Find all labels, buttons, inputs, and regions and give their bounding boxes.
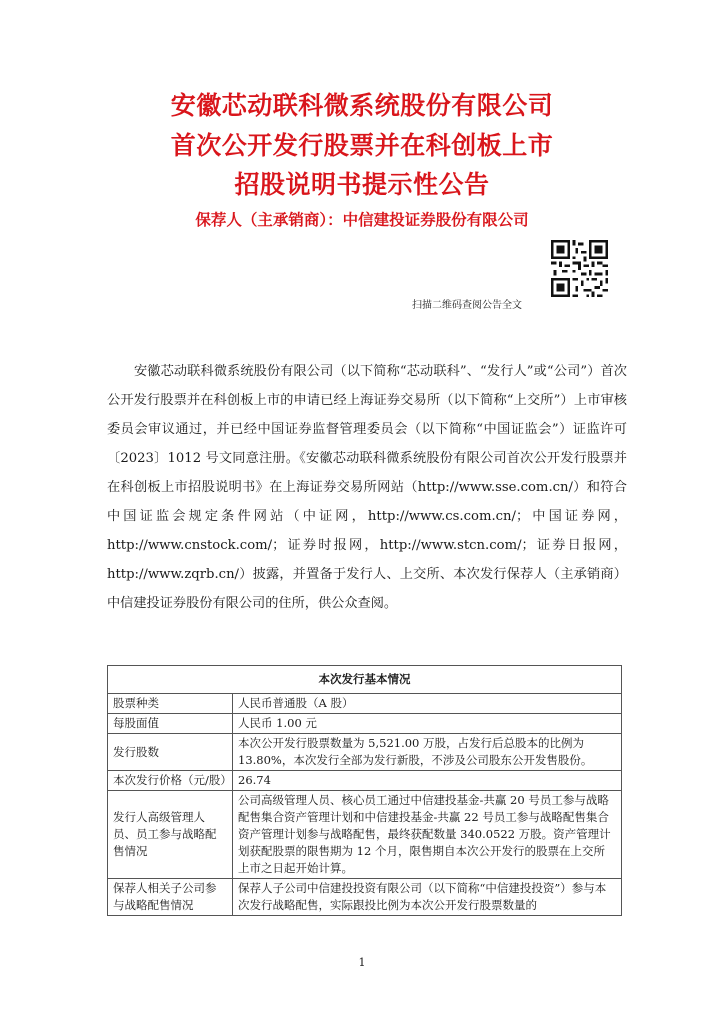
table-row: [108, 879, 622, 916]
row-value: 人民币普通股（A 股）: [233, 694, 622, 714]
page-number: 1: [358, 956, 366, 969]
table-row: [108, 734, 622, 771]
announcement-body: [107, 357, 627, 618]
row-value: 26.74: [233, 771, 622, 791]
title-line-1: 安徽芯动联科微系统股份有限公司: [170, 91, 554, 120]
row-label: 每股面值: [108, 714, 233, 734]
row-label: 保荐人相关子公司参与战略配售情况: [108, 879, 233, 916]
table-row: [108, 694, 622, 714]
row-label: 股票种类: [108, 694, 233, 714]
row-value: 保荐人子公司中信建投投资有限公司（以下简称“中信建投投资”）参与本次发行战略配售，实际跟投比例为本次公开发行股票数量的: [233, 879, 622, 916]
row-value: 本次公开发行股票数量为 5,521.00 万股，占发行后总股本的比例为 13.80%，本次发行全部为发行新股，不涉及公司股东公开发售股份。: [233, 734, 622, 771]
row-label: 发行股数: [108, 734, 233, 771]
table-row: [108, 771, 622, 791]
title-line-3: 招股说明书提示性公告: [234, 170, 490, 199]
table-row: [108, 791, 622, 879]
table-row: [108, 714, 622, 734]
sponsor-line: 保荐人（主承销商）：中信建投证券股份有限公司: [195, 211, 529, 229]
row-value: 公司高级管理人员、核心员工通过中信建投基金-共赢 20 号员工参与战略配售集合资产管理计划和中信建投基金-共赢 22 号员工参与战略配售集合资产管理计划参与战略配售，最终获配数量 340.0522 万股。资产管理计划获配股票的限售期为 12 个月，限售期自本次公开发行的股票在上交所上市之日起开始计算。: [233, 791, 622, 879]
row-value: 人民币 1.00 元: [233, 714, 622, 734]
row-label: 发行人高级管理人员、员工参与战略配售情况: [108, 791, 233, 879]
body-paragraph: 安徽芯动联科微系统股份有限公司（以下简称“芯动联科”、“发行人”或“公司”）首次公开发行股票并在科创板上市的申请已经上海证券交易所（以下简称“上交所”）上市审核委员会审议通过，并已经中国证券监督管理委员会（以下简称“中国证监会”）证监许可〔2023〕1012 号文同意注册。《安徽芯动联科微系统股份有限公司首次公开发行股票并在科创板上市招股说明书》在上海证券交易所网站（http://www.sse.com.cn/）和符合中国证监会规定条件网站（中证网，http://www.cs.com.cn/；中国证券网，http://www.cnstock.com/；证券时报网，http://www.stcn.com/；证券日报网，http://www.zqrb.cn/）披露，并置备于发行人、上交所、本次发行保荐人（主承销商）中信建投证券股份有限公司的住所，供公众查阅。: [107, 364, 627, 611]
table-header-row: [108, 666, 622, 694]
qr-caption: 扫描二维码查阅公告全文: [412, 300, 522, 311]
title-line-2: 首次公开发行股票并在科创板上市: [170, 131, 554, 160]
qr-code-icon: [551, 240, 608, 297]
row-label: 本次发行价格（元/股）: [108, 771, 233, 791]
table-header: 本次发行基本情况: [108, 666, 622, 694]
issuance-info-table: [107, 665, 622, 916]
